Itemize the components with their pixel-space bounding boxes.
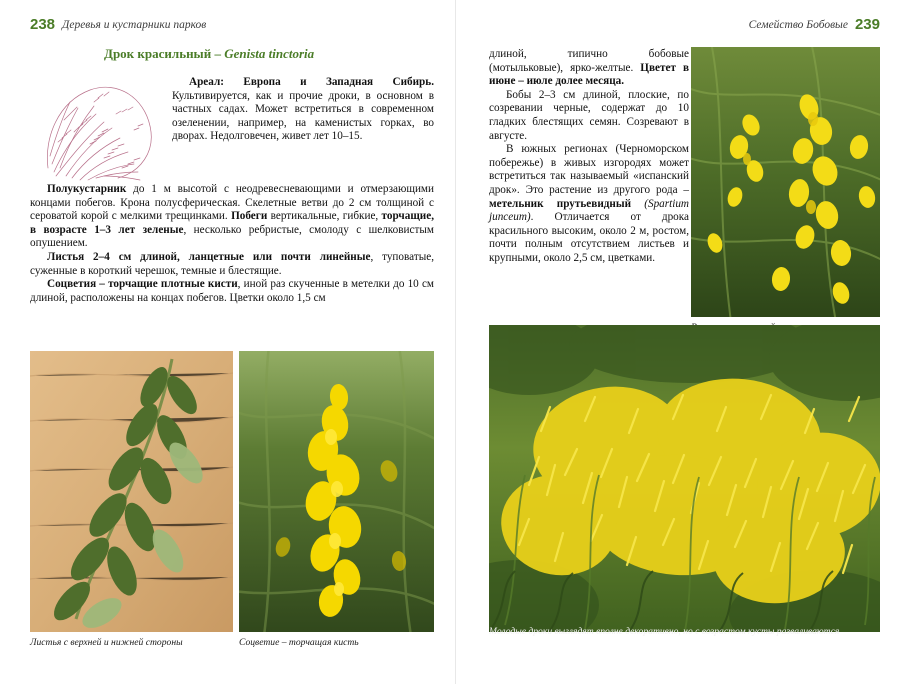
caption-leaves: Листья с верхней и нижней стороны — [30, 637, 183, 648]
habit-text-3: , несколько ребристые, смолоду с шелковистым опушением. — [30, 223, 434, 250]
left-column-text-wide — [30, 183, 434, 305]
header-right — [749, 16, 880, 33]
running-title-left: Деревья и кустарники парков — [62, 18, 207, 31]
photo-leaves-upper-and-lower — [30, 351, 233, 632]
right-column-text — [489, 48, 689, 266]
paragraph-leaves — [30, 251, 434, 278]
photo-young-broom-bushes — [489, 325, 880, 632]
habit-text-1: до 1 м высотой с неодревесневающими и отмерзающими концами побегов. Крона полусферическая. Скелетные ветви до 2 см толщиной с сероватой корой с мелкими трещинками. — [30, 183, 434, 223]
habit-label-2: Побеги — [231, 210, 268, 223]
pods-text: Бобы 2–3 см длиной, плоские, по созревании черные, содержат до 10 гладких блестящих семян. Созревают в августе. — [489, 88, 689, 142]
flowering-period-label: Цветет в июне – июле долее месяца. — [489, 61, 689, 88]
photo-inflorescence-variants — [691, 47, 880, 317]
left-column-text-top — [172, 76, 434, 144]
running-title-right: Семейство Бобовые — [748, 18, 848, 31]
header-left — [30, 16, 206, 33]
article-title-latin: Genista tinctoria — [224, 46, 315, 61]
page-number-right: 239 — [854, 16, 880, 33]
spanish-broom-name: метельник прутьевидный — [489, 197, 632, 210]
leaves-text: , туповатые, суженные в короткий черешок, темные и блестящие. — [30, 250, 434, 277]
spanish-broom-text-2: . Отличается от дрока красильного высоким, около 2 м, ростом, почти полным отсутствием листьев и крупными, около 2,5 см, цветками. — [489, 211, 689, 264]
caption-bushes: Молодые дроки выглядят вполне декоративно, но с возрастом кусты разваливаются — [489, 626, 840, 637]
page-number-left: 238 — [30, 16, 56, 33]
inflorescence-text: , иной раз скученные в метелки до 10 см длиной, расположены на концах побегов. Цветки около 1,5 см — [30, 278, 434, 304]
range-text: Культивируется, как и прочие дроки, в основном в частных садах. Может встретиться в современном озеленении, например, на каменистых горках, во дворах. Недолговечен, живет лет 10–15. — [172, 89, 434, 143]
spanish-broom-text-1: В южных регионах (Черноморском побережье) в живых изгородях может встретиться так называемый «испанский дрок». Это растение из другого рода – — [489, 143, 689, 196]
paragraph-range — [172, 76, 434, 144]
article-title — [104, 46, 434, 62]
habit-label: Полукустарник — [47, 183, 127, 195]
paragraph-spanish-broom — [489, 143, 689, 265]
habit-text-2: вертикальные, гибкие, — [267, 210, 382, 223]
paragraph-inflorescence — [30, 278, 434, 305]
paragraph-pods — [489, 89, 689, 143]
page-gutter-divider — [455, 0, 456, 684]
photo-flower-raceme — [239, 351, 434, 632]
paragraph-habit — [30, 183, 434, 251]
caption-raceme: Соцветие – торчащая кисть — [239, 637, 359, 648]
botanical-sketch-illustration — [34, 72, 162, 184]
spanish-broom-latin: (Spartium junceum) — [489, 197, 689, 224]
habit-label-3: торчащие, в возрасте 1–3 лет зеленые — [30, 210, 434, 236]
article-title-dash: – — [211, 46, 225, 61]
article-title-russian: Дрок красильный — [104, 46, 212, 61]
paragraph-flowers-cont — [489, 48, 689, 89]
flowers-text: длиной, типично бобовые (мотыльковые), ярко-желтые. — [489, 48, 689, 74]
range-label: Ареал: Европа и Западная Сибирь. — [189, 76, 434, 88]
leaves-label: Листья 2–4 см длиной, ланцетные или почти линейные — [47, 250, 371, 263]
inflorescence-label: Соцветия – торчащие плотные кисти — [47, 278, 238, 291]
